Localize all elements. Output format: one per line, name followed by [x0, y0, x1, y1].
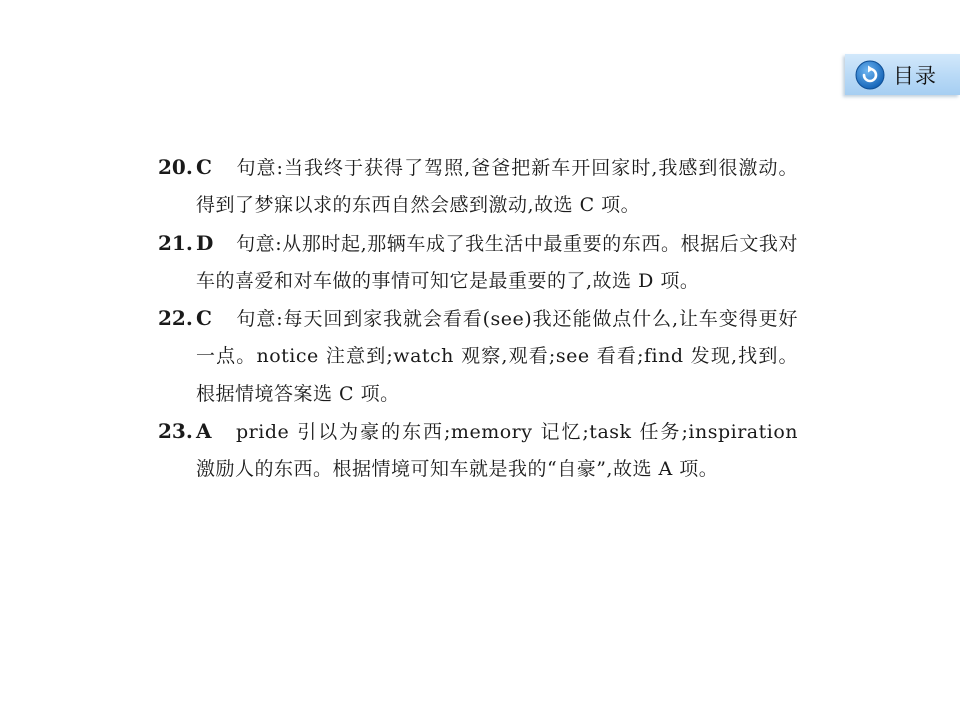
answer-item-21 [158, 225, 798, 301]
item-number: 21. [158, 230, 193, 255]
answer-item-20 [158, 149, 798, 225]
answer-item-22 [158, 300, 798, 413]
item-answer: A [196, 419, 212, 444]
item-explanation: 句意:从那时起,那辆车成了我生活中最重要的东西。根据后文我对车的喜爱和对车做的事情可知它是最重要的了,故选 D 项。 [196, 232, 798, 292]
item-number: 20. [158, 155, 193, 179]
item-explanation: pride 引以为豪的东西;memory 记忆;task 任务;inspiration 激励人的东西。根据情境可知车就是我的“自豪”,故选 A 项。 [196, 421, 798, 481]
toc-label: 目录 [893, 63, 937, 88]
item-explanation: 句意:每天回到家我就会看看(see)我还能做点什么,让车变得更好一点。notice 注意到;watch 观察,观看;see 看看;find 发现,找到。根据情境答案选 C 项。 [196, 308, 798, 405]
toc-button[interactable] [845, 54, 960, 95]
answer-item-23 [158, 413, 798, 489]
answer-list [158, 149, 798, 489]
item-number: 22. [158, 306, 193, 331]
refresh-icon [855, 60, 885, 90]
item-answer: C [196, 306, 212, 331]
item-answer: D [196, 230, 214, 255]
item-number: 23. [158, 419, 193, 444]
item-answer: C [196, 155, 212, 179]
item-explanation: 句意:当我终于获得了驾照,爸爸把新车开回家时,我感到很激动。得到了梦寐以求的东西自然会感到激动,故选 C 项。 [196, 157, 798, 217]
